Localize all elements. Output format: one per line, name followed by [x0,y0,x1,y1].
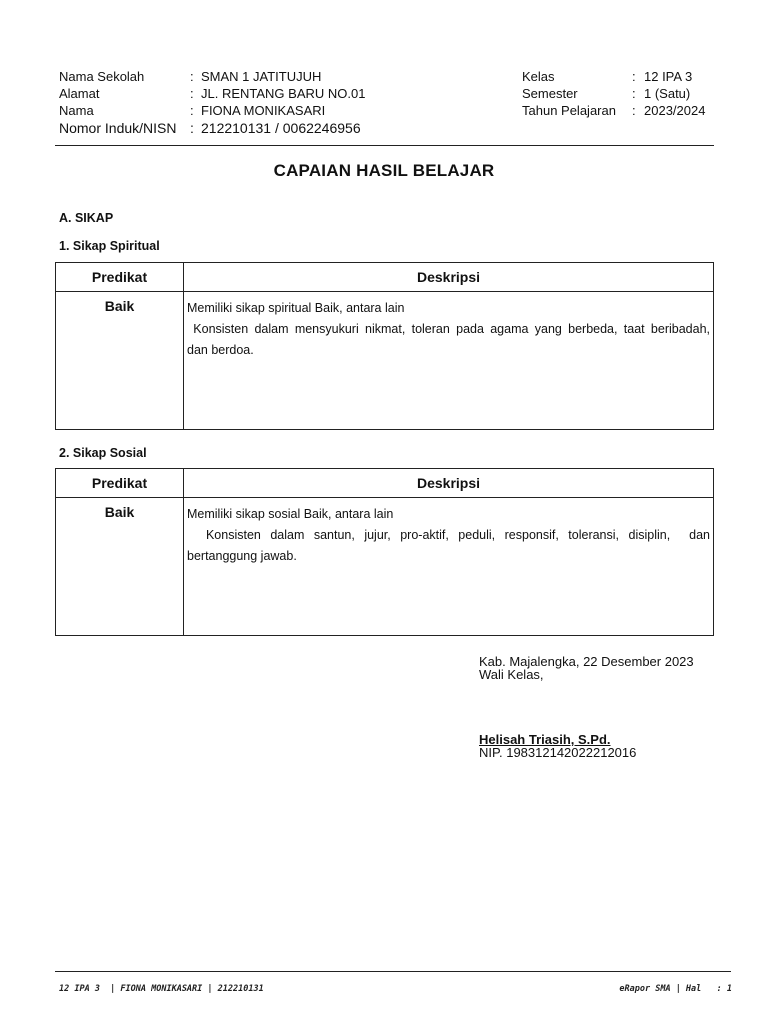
table-row [56,292,714,430]
school-name-label: Nama Sekolah [59,69,145,84]
social-table [55,468,714,636]
col-predikat: Predikat [56,263,184,292]
table-row [56,498,714,636]
table-header-row [56,469,714,498]
spiritual-predikat: Baik [56,292,184,430]
table-header-row [56,263,714,292]
spiritual-desc-line3: dan berdoa. [187,343,254,357]
nisn-value: 212210131 / 0062246956 [201,120,361,136]
teacher-nip: NIP. 198312142022212016 [479,745,637,760]
page-title: CAPAIAN HASIL BELAJAR [273,161,495,180]
social-desc-line1: Memiliki sikap sosial Baik, antara lain [187,507,394,521]
school-year-label: Tahun Pelajaran [522,103,616,118]
footer-divider [55,971,731,972]
social-desc-line3: bertanggung jawab. [187,549,297,563]
spiritual-description [184,292,714,430]
social-desc-line2: Konsisten dalam santun, jujur, pro-aktif, peduli, responsif, toleransi, disiplin, dan [187,528,710,542]
col-deskripsi: Deskripsi [184,263,714,292]
semester-sep: : [632,86,636,101]
address-sep: : [190,86,194,101]
semester-value: 1 (Satu) [644,86,691,101]
section-a-heading: A. SIKAP [59,211,114,225]
footer-right: eRapor SMA | Hal : 1 [619,984,732,994]
spiritual-table [55,262,714,430]
nisn-label: Nomor Induk/NISN [59,120,177,136]
class-sep: : [632,69,636,84]
school-year-sep: : [632,103,636,118]
school-name-value: SMAN 1 JATITUJUH [201,69,322,84]
address-value: JL. RENTANG BARU NO.01 [201,86,366,101]
school-year-value: 2023/2024 [644,103,706,118]
student-name-label: Nama [59,103,94,118]
student-name-sep: : [190,103,194,118]
teacher-name: Helisah Triasih, S.Pd. [479,732,611,747]
spiritual-heading: 1. Sikap Spiritual [59,239,160,253]
signature-role: Wali Kelas, [479,667,544,682]
social-heading: 2. Sikap Sosial [59,446,147,460]
school-name-sep: : [190,69,194,84]
class-value: 12 IPA 3 [644,69,693,84]
spiritual-desc-line2: Konsisten dalam mensyukuri nikmat, toleran pada agama yang berbeda, taat beribadah, [187,322,710,336]
social-predikat: Baik [56,498,184,636]
place-date: Kab. Majalengka, 22 Desember 2023 [479,654,694,669]
col-deskripsi: Deskripsi [184,469,714,498]
class-label: Kelas [522,69,555,84]
header-divider [55,145,714,146]
social-description [184,498,714,636]
semester-label: Semester [522,86,578,101]
col-predikat: Predikat [56,469,184,498]
footer-left: 12 IPA 3 | FIONA MONIKASARI | 212210131 [59,984,264,994]
address-label: Alamat [59,86,100,101]
student-name-value: FIONA MONIKASARI [201,103,326,118]
spiritual-desc-line1: Memiliki sikap spiritual Baik, antara lain [187,301,405,315]
nisn-sep: : [190,120,194,136]
